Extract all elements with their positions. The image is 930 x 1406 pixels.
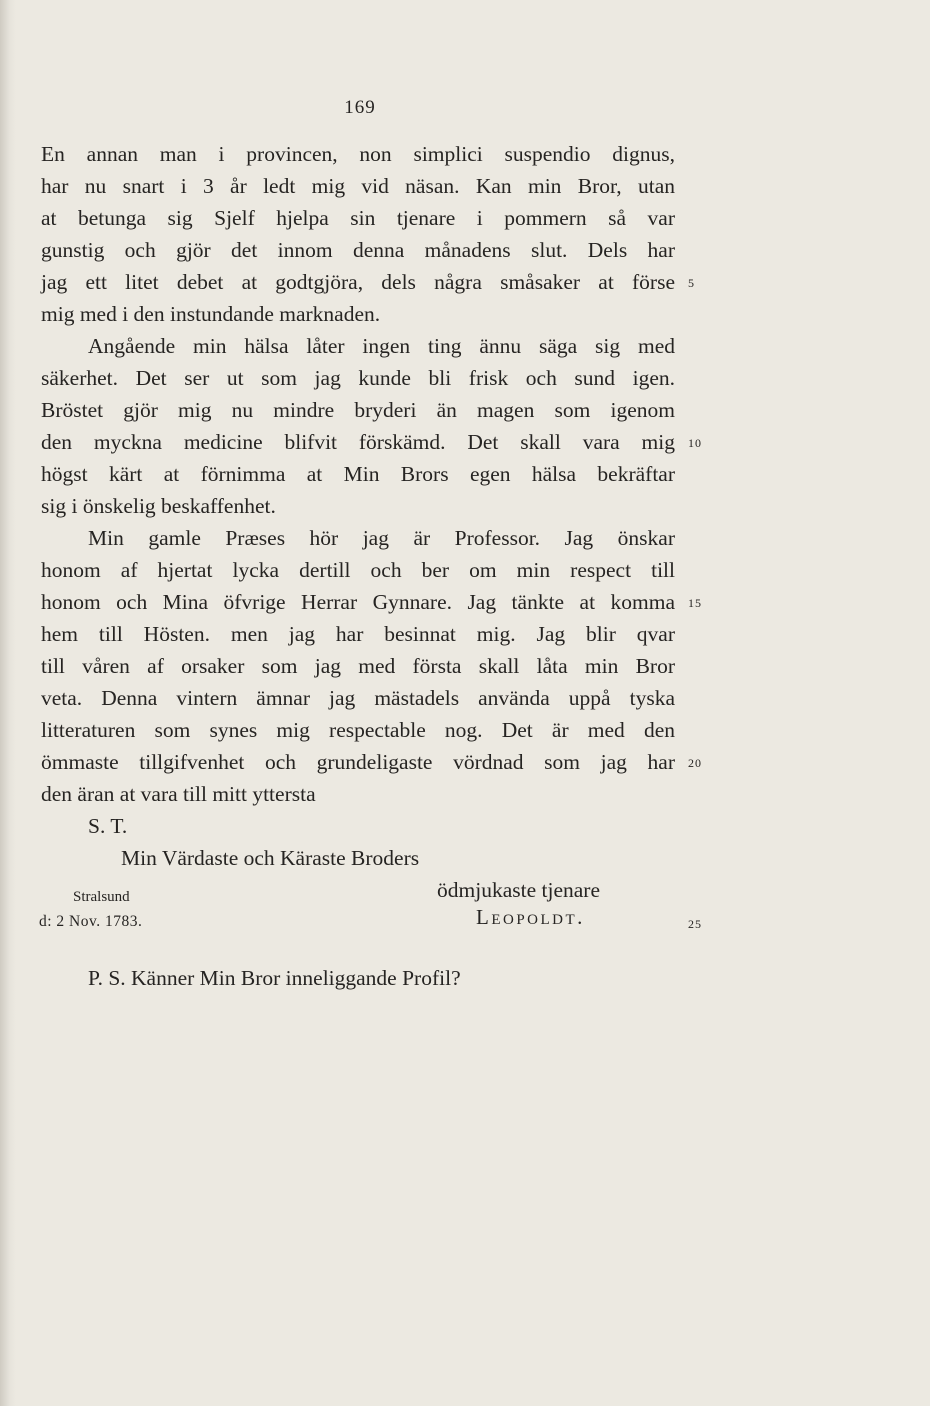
place-of-writing: Stralsund <box>73 889 130 905</box>
text-line: Min gamle Præses hör jag är Professor. Jag önskar <box>88 526 675 550</box>
text-line: till våren af orsaker som jag med första skall låta min Bror <box>41 654 675 678</box>
text-line: veta. Denna vintern ämnar jag mästadels använda uppå tyska <box>41 686 675 710</box>
page-edge-shadow <box>0 0 16 1406</box>
text-line: litteraturen som synes mig respectable nog. Det är med den <box>41 718 675 742</box>
text-line: honom af hjertat lycka dertill och ber om min respect till <box>41 558 675 582</box>
line-number: 15 <box>688 596 702 610</box>
text-line: säkerhet. Det ser ut som jag kunde bli frisk och sund igen. <box>41 366 675 390</box>
line-number: 5 <box>688 276 695 290</box>
text-line: den myckna medicine blifvit förskämd. Det skall vara mig <box>41 430 675 454</box>
text-line: har nu snart i 3 år ledt mig vid näsan. Kan min Bror, utan <box>41 174 675 198</box>
text-line: hem till Hösten. men jag har besinnat mig. Jag blir qvar <box>41 622 675 646</box>
postscript: P. S. Känner Min Bror inneliggande Profil? <box>88 966 461 990</box>
complimentary-close: ödmjukaste tjenare <box>437 878 600 902</box>
letter-date: d: 2 Nov. 1783. <box>39 913 143 930</box>
line-number: 20 <box>688 756 702 770</box>
line-number: 10 <box>688 436 702 450</box>
text-line: at betunga sig Sjelf hjelpa sin tjenare i pommern så var <box>41 206 675 230</box>
text-line: den äran at vara till mitt yttersta <box>41 782 316 806</box>
text-line: jag ett litet debet at godtgjöra, dels några småsaker at förse <box>41 270 675 294</box>
text-line: Angående min hälsa låter ingen ting ännu säga sig med <box>88 334 675 358</box>
text-line: sig i önskelig beskaffenhet. <box>41 494 276 518</box>
text-line: ömmaste tillgifvenhet och grundeligaste vördnad som jag har <box>41 750 675 774</box>
closing-salutation: Min Värdaste och Käraste Broders <box>121 846 420 870</box>
page-number: 169 <box>344 97 376 118</box>
line-number: 25 <box>688 917 702 931</box>
text-line: högst kärt at förnimma at Min Brors egen hälsa bekräftar <box>41 462 675 486</box>
signature-name: Leopoldt. <box>476 905 585 929</box>
text-line: mig med i den instundande marknaden. <box>41 302 381 326</box>
text-line: En annan man i provincen, non simplici suspendio dignus, <box>41 142 675 166</box>
text-line: honom och Mina öfvrige Herrar Gynnare. Jag tänkte at komma <box>41 590 675 614</box>
closing-initials: S. T. <box>88 814 128 838</box>
text-line: gunstig och gjör det innom denna månadens slut. Dels har <box>41 238 675 262</box>
text-line: Bröstet gjör mig nu mindre bryderi än magen som igenom <box>41 398 675 422</box>
